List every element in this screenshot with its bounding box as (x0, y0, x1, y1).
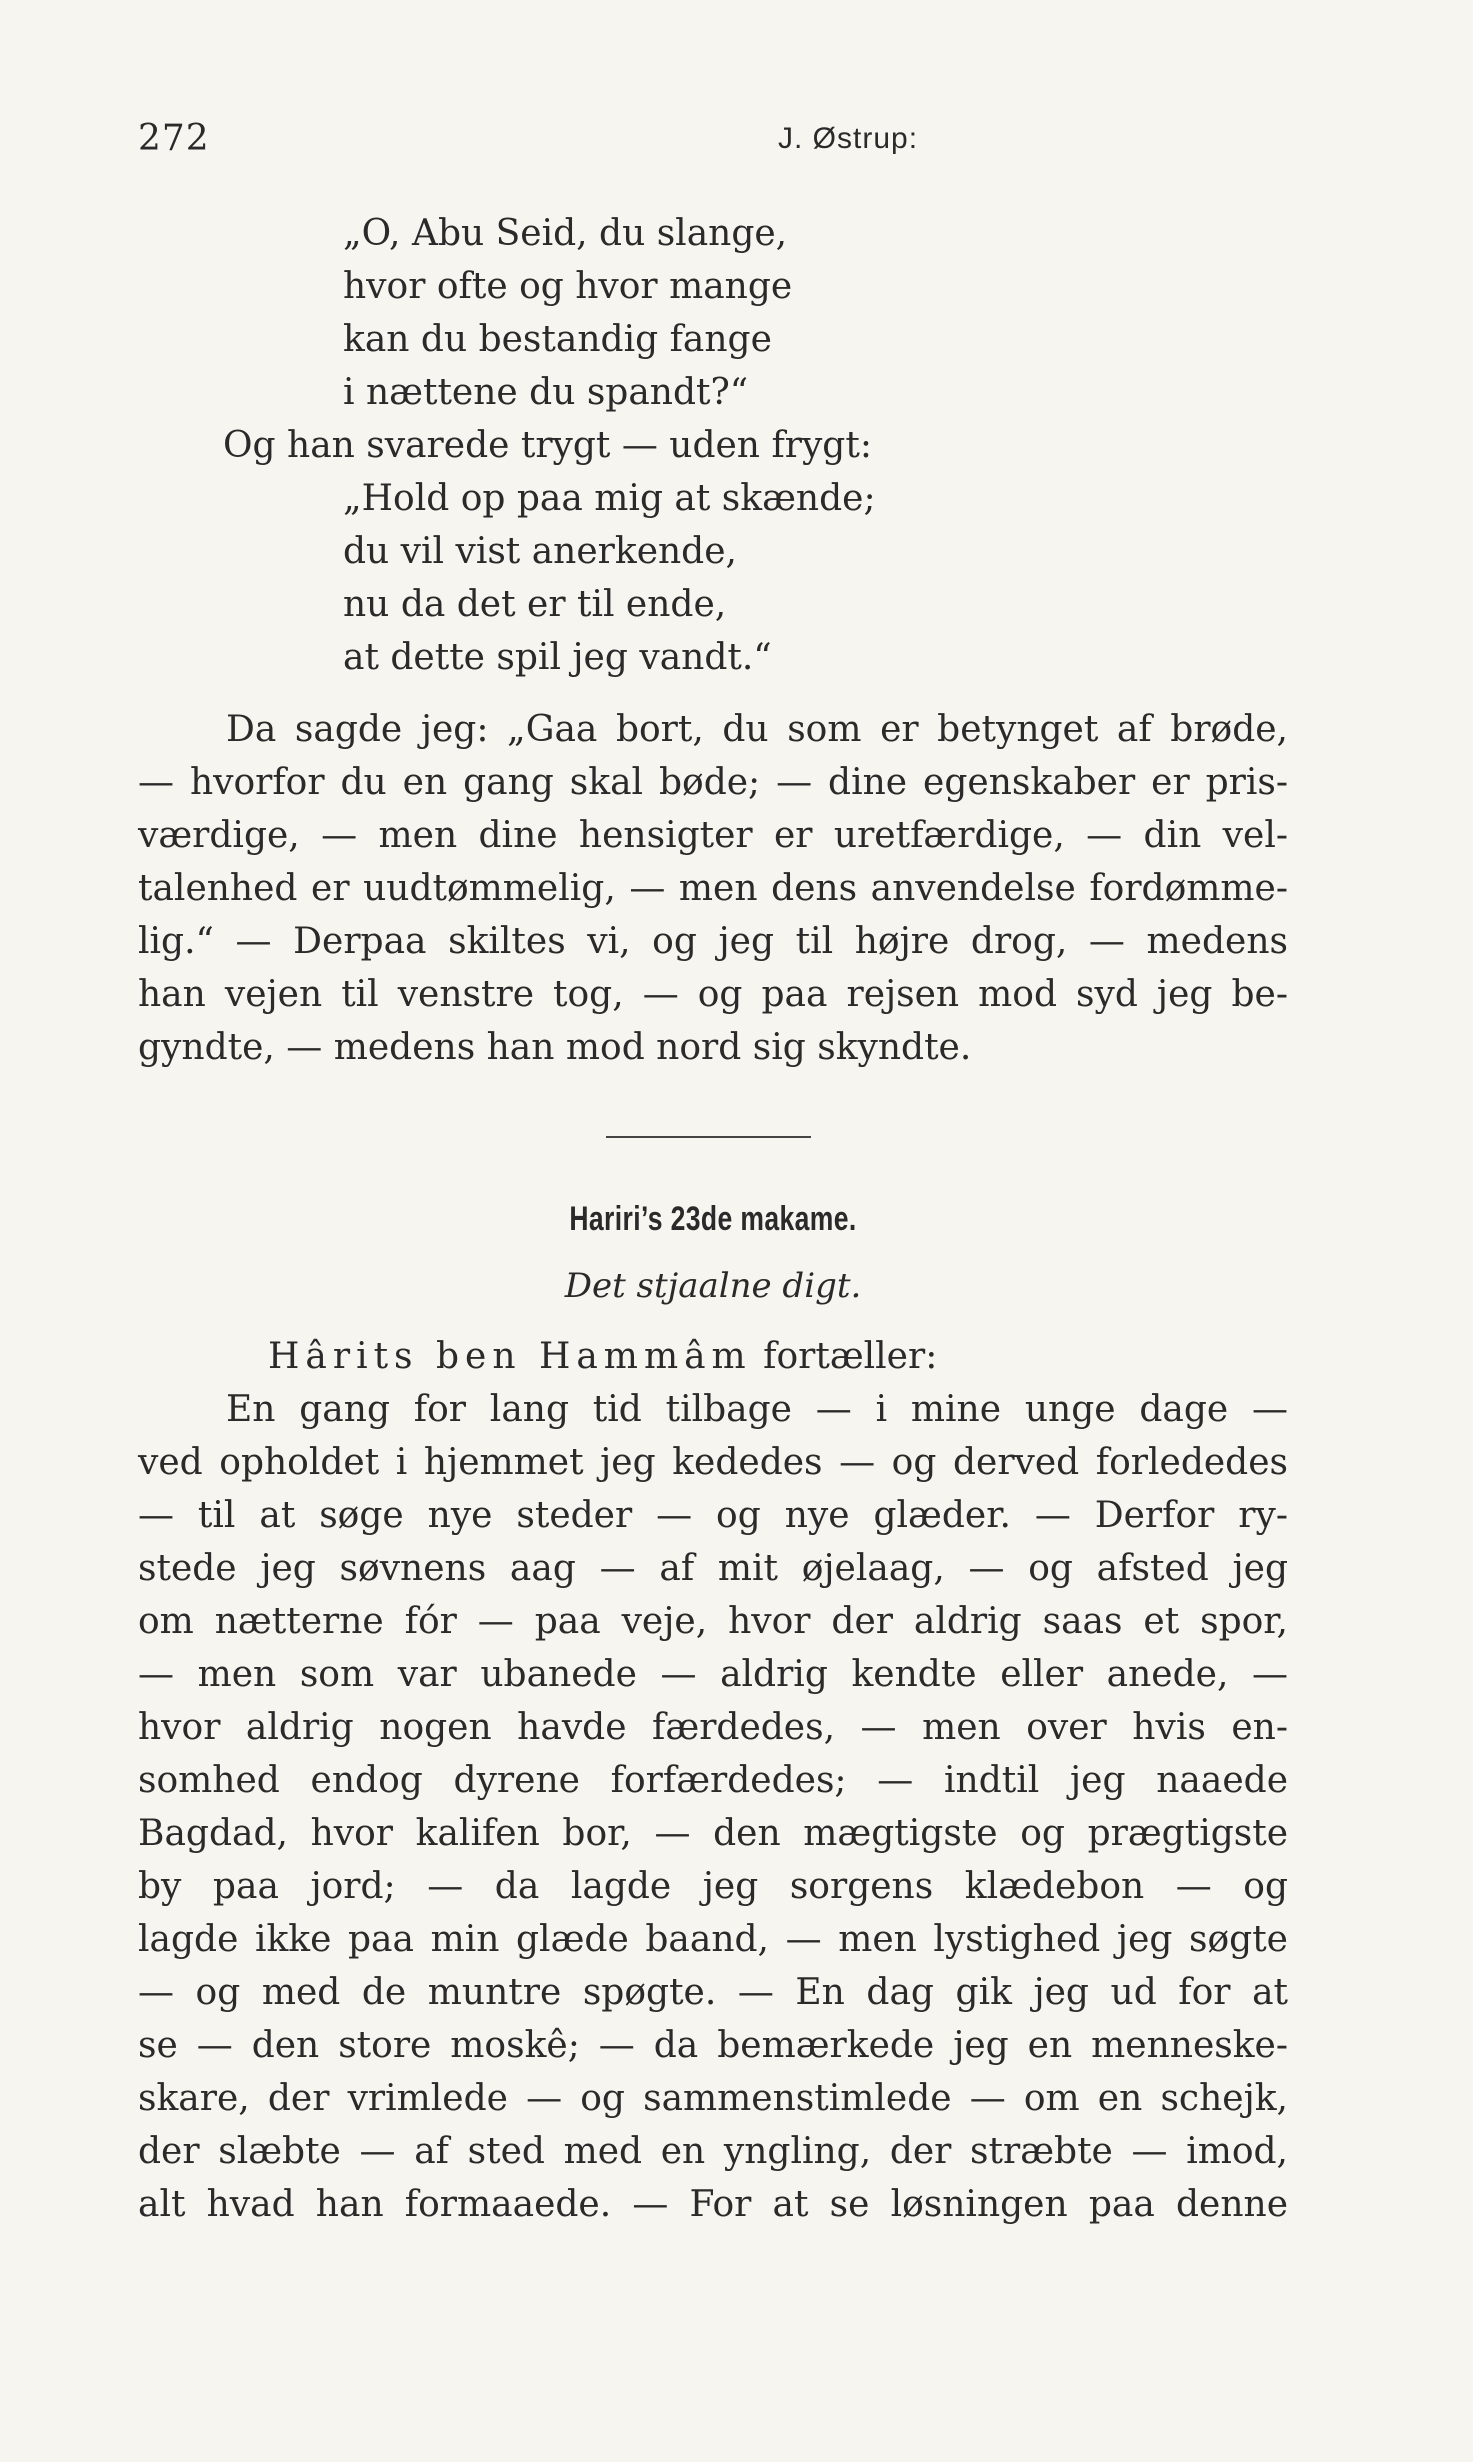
verse-line: du vil vist anerkende, (343, 531, 737, 572)
text-line: ved opholdet i hjemmet jeg kededes — og derved forlededes (138, 1442, 1288, 1483)
narrator-verb: fortæller: (763, 1336, 938, 1377)
verse-line: nu da det er til ende, (343, 584, 727, 625)
section-subheading: Det stjaalne digt. (564, 1266, 862, 1306)
text-line: hvor aldrig nogen havde færdedes, — men over hvis en- (138, 1707, 1288, 1748)
verse-line: „Hold op paa mig at skænde; (343, 478, 876, 519)
verse-line: i nættene du spandt?“ (343, 372, 749, 413)
text-line: skare, der vrimlede — og sammenstimlede — om en schejk, (138, 2078, 1288, 2119)
page-header (138, 118, 1298, 168)
text-line: lagde ikke paa min glæde baand, — men lystighed jeg søgte (138, 1919, 1288, 1960)
text-line: — og med de muntre spøgte. — En dag gik jeg ud for at (138, 1972, 1288, 2013)
text-line: Da sagde jeg: „Gaa bort, du som er betynget af brøde, (226, 709, 1288, 750)
verse-line: hvor ofte og hvor mange (343, 266, 793, 307)
text-line: alt hvad han formaaede. — For at se løsningen paa denne (138, 2184, 1288, 2225)
running-head: J. Østrup: (778, 122, 919, 155)
text-line: Bagdad, hvor kalifen bor, — den mægtigste og prægtigste (138, 1813, 1288, 1854)
text-line: om nætterne fór — paa veje, hvor der aldrig saas et spor, (138, 1601, 1288, 1642)
verse-line: „O, Abu Seid, du slange, (343, 213, 788, 254)
narrator-line (268, 1336, 937, 1377)
text-line: by paa jord; — da lagde jeg sorgens klædebon — og (138, 1866, 1288, 1907)
text-line: han vejen til venstre tog, — og paa rejsen mod syd jeg be- (138, 974, 1288, 1015)
section-divider (606, 1136, 811, 1138)
text-line: somhed endog dyrene forfærdedes; — indtil jeg naaede (138, 1760, 1288, 1801)
page-number: 272 (138, 118, 210, 159)
text-line: se — den store moskê; — da bemærkede jeg en menneske- (138, 2025, 1288, 2066)
text-line: værdige, — men dine hensigter er uretfærdige, — din vel- (138, 815, 1288, 856)
text-line: — hvorfor du en gang skal bøde; — dine egenskaber er pris- (138, 762, 1288, 803)
section-heading: Hariri’s 23de makame. (569, 1200, 857, 1238)
text-line: lig.“ — Derpaa skiltes vi, og jeg til højre drog, — medens (138, 921, 1288, 962)
verse-line: Og han svarede trygt — uden frygt: (223, 425, 872, 466)
text-line: En gang for lang tid tilbage — i mine unge dage — (226, 1389, 1288, 1430)
text-line: — men som var ubanede — aldrig kendte eller anede, — (138, 1654, 1288, 1695)
text-line: gyndte, — medens han mod nord sig skyndte. (138, 1027, 972, 1068)
text-line: stede jeg søvnens aag — af mit øjelaag, — og afsted jeg (138, 1548, 1288, 1589)
verse-line: kan du bestandig fange (343, 319, 772, 360)
text-line: talenhed er uudtømmelig, — men dens anvendelse fordømme- (138, 868, 1288, 909)
narrator-name: Hârits ben Hammâm (268, 1336, 752, 1377)
verse-line: at dette spil jeg vandt.“ (343, 637, 772, 678)
text-line: der slæbte — af sted med en yngling, der stræbte — imod, (138, 2131, 1288, 2172)
text-line: — til at søge nye steder — og nye glæder. — Derfor ry- (138, 1495, 1288, 1536)
